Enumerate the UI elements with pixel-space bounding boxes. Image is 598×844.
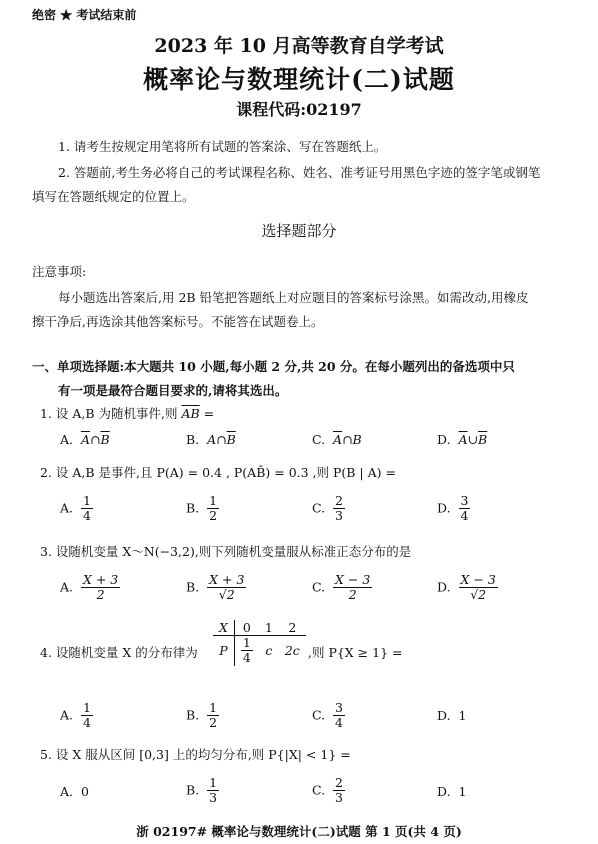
q4-cell-c: c	[265, 643, 273, 659]
question-2: 2. 设 A,B 是事件,且 P(A) = 0.4 , P(AB̄) = 0.3 ,则 P(B | A) =	[40, 465, 396, 480]
q1-stem: 1. 设 A,B 为随机事件,则	[40, 406, 182, 421]
q2-option-b[interactable]: B. $\frac{1}{2}$	[186, 493, 218, 524]
q3-option-a[interactable]: A. $\frac{X + 3}{2}$	[60, 572, 119, 603]
question-3: 3. 设随机变量 X～N(−3,2),则下列随机变量服从标准正态分布的是	[40, 544, 412, 559]
question-5: 5. 设 X 服从区间 [0,3] 上的均匀分布,则 P{|X| < 1} =	[40, 747, 351, 762]
q4-cell-quarter: $\frac{1}{4}$	[242, 635, 251, 666]
q3-option-b[interactable]: B. $\frac{X + 3}{√2}$	[186, 572, 245, 603]
q4-cell-1: 1	[259, 620, 279, 636]
q4-distribution-table	[213, 620, 306, 666]
section-title: 选择题部分	[261, 222, 337, 240]
q1-option-c[interactable]: C. $\overline{A}\cap B$	[312, 432, 362, 447]
instruction-1: 1. 请考生按规定用笔将所有试题的答案涂、写在答题纸上。	[58, 139, 387, 154]
q3-option-d[interactable]: D. $\frac{X - 3}{√2}$	[437, 572, 496, 603]
notice-line-2: 擦干净后,再选涂其他答案标号。不能答在试题卷上。	[32, 314, 324, 329]
q2-option-d[interactable]: D. $\frac{3}{4}$	[437, 493, 469, 524]
exam-title: 2023 年 10 月高等教育自学考试	[154, 35, 444, 57]
q4-cell-0: 0	[234, 620, 258, 636]
question-1	[40, 404, 214, 422]
subject-title: 概率论与数理统计(二)试题	[143, 65, 455, 94]
q5-option-b[interactable]: B. $\frac{1}{3}$	[186, 775, 218, 806]
q5-option-a[interactable]: A. 0	[60, 784, 89, 799]
question-4-after: ,则 P{X ≥ 1} =	[308, 645, 403, 660]
q2-option-a[interactable]: A. $\frac{1}{4}$	[60, 493, 91, 524]
notice-line-1: 每小题选出答案后,用 2B 铅笔把答题纸上对应题目的答案标号涂黑。如需改动,用橡皮	[58, 290, 529, 305]
q4-option-a[interactable]: A. $\frac{1}{4}$	[60, 700, 91, 731]
question-4: 4. 设随机变量 X 的分布律为	[40, 645, 198, 660]
q4-cell-2: 2	[279, 620, 306, 636]
q5-option-d[interactable]: D. 1	[437, 784, 467, 799]
q1-option-b[interactable]: B. $A\cap\overline{B}$	[186, 432, 236, 447]
q4-option-c[interactable]: C. $\frac{3}{4}$	[312, 700, 343, 731]
q2-option-c[interactable]: C. $\frac{2}{3}$	[312, 493, 343, 524]
course-code: 课程代码:02197	[236, 100, 362, 119]
secret-header: 绝密 ★ 考试结束前	[32, 8, 137, 22]
instruction-2-cont: 填写在答题纸规定的位置上。	[32, 189, 195, 204]
q1-option-a[interactable]: A. $\overline{A}\cap\overline{B}$	[60, 432, 110, 447]
q1-stem-end: =	[199, 406, 215, 421]
q5-option-c[interactable]: C. $\frac{2}{3}$	[312, 775, 343, 806]
q3-option-c[interactable]: C. $\frac{X - 3}{2}$	[312, 572, 371, 603]
q1-option-d[interactable]: D. $\overline{A}\cup\overline{B}$	[437, 432, 488, 447]
q4-option-d[interactable]: D. 1	[437, 708, 467, 723]
part1-heading-cont: 有一项是最符合题目要求的,请将其选出。	[58, 383, 288, 398]
q4-cell-x: X	[213, 620, 234, 636]
q4-option-b[interactable]: B. $\frac{1}{2}$	[186, 700, 218, 731]
q1-stem-bar: $\overline{AB}$	[181, 406, 200, 421]
q4-cell-p: P	[213, 636, 234, 666]
page-footer: 浙 02197# 概率论与数理统计(二)试题 第 1 页(共 4 页)	[136, 824, 462, 839]
q4-cell-2c: 2c	[284, 643, 300, 659]
part1-heading: 一、单项选择题:本大题共 10 小题,每小题 2 分,共 20 分。在每小题列出的备选项中只	[32, 359, 515, 374]
notice-title: 注意事项:	[32, 264, 87, 279]
instruction-2: 2. 答题前,考生务必将自己的考试课程名称、姓名、准考证号用黑色字迹的签字笔或钢笔	[58, 165, 541, 180]
